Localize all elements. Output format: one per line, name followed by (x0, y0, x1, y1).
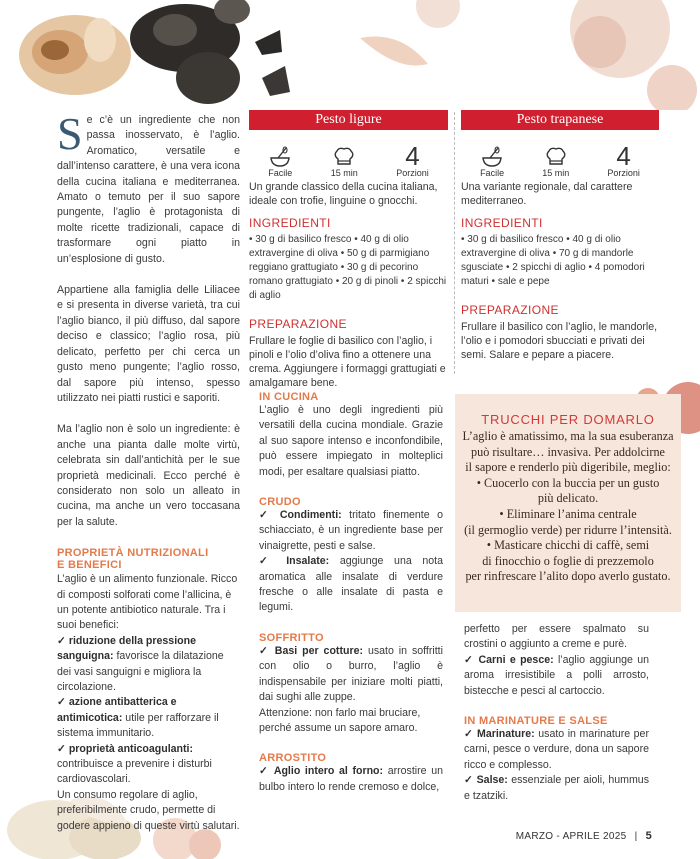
whisk-bowl-icon (480, 146, 504, 168)
fry-note: Attenzione: non farlo mai bruciare, perché assume un sapore amaro. (259, 706, 421, 734)
time-label: 15 min (330, 168, 358, 178)
difficulty-label: Facile (480, 168, 505, 178)
ingredients-list: • 30 g di basilico fresco • 40 g di olio extravergine di oliva • 50 g di parmigiano reggiano grattugiato • 30 g di pecorino romano grattugiato • 20 g di pinoli • 2 spicchi di aglio (249, 234, 447, 301)
page-footer (516, 830, 652, 842)
difficulty-label: Facile (268, 168, 293, 178)
tips-body: L’aglio è amatissimo, ma la sua esuberanza può risultare… invasiva. Per addolcirne il sapore e renderlo più digeribile, meglio: • Cuocerlo con la buccia per un gusto più delicato. • Eliminare l’anima centrale (il germoglio verde) per ridurre l’intensità. • Masticare chicchi di caffè, semi di finocchio o foglie di prezzemolo per rinfrescare l’alito dopo averlo gustato. (462, 429, 674, 584)
benefit-item: ✓ riduzione della pressione sanguigna: favorisce la dilatazione dei vasi sanguigni e migliora la circolazione. (57, 634, 224, 693)
recipe-intro: Un grande classico della cucina italiana, ideale con trofie, linguine o gnocchi. (249, 181, 438, 207)
kitchen-title: IN CUCINA (259, 391, 319, 403)
roast-cont-item: ✓ Carni e pesce: l’aglio aggiunge un aroma irresistibile a polli arrosto, bistecche e pesci al cartoccio. (464, 653, 649, 697)
tips-box (455, 394, 681, 612)
recipe-intro: Una variante regionale, dal carattere mediterraneo. (461, 181, 633, 207)
raw-item: ✓ Insalate: aggiunge una nota aromatica alle insalate di verdure fresche o alle insalate di pasta e legumi. (259, 555, 443, 614)
kitchen-intro: L’aglio è uno degli ingredienti più versatili della cucina mondiale. Grazie al suo sapore intenso e inconfondibile, può essere impiegato in molteplici modi, per esaltare qualsiasi piatto. (259, 404, 443, 478)
marinade-item: ✓ Marinature: usato in marinature per carni, pesce o verdure, dona un sapore ricco e complesso. (464, 728, 649, 771)
preparation-title: PREPARAZIONE (461, 303, 559, 317)
intro-paragraph-3: Ma l’aglio non è solo un ingrediente: è anche una pianta dalle molte virtù, celebrata sin dall’antichità per le sue proprietà medicinali. Ecco perché è considerato non solo un alleato in cucina, ma anche un vero toccasana per la salute. (57, 423, 240, 528)
page-number: 5 (645, 830, 652, 842)
portions-label: Porzioni (396, 168, 429, 178)
benefit-item: ✓ azione antibatterica e antimicotica: utile per rafforzare il sistema immunitario. (57, 696, 219, 740)
recipe-title: Pesto trapanese (461, 110, 659, 130)
ingredients-title: INGREDIENTI (249, 216, 331, 230)
recipe-divider (454, 112, 455, 374)
recipe-card-pesto-ligure (249, 110, 448, 390)
marinade-title: IN MARINATURE E SALSE (464, 715, 608, 728)
roast-cont-text: perfetto per essere spalmato su crostini o aggiunto a creme e purè. (464, 623, 649, 651)
intro-paragraph-1: S e c’è un ingrediente che non passa inosservato, è l’aglio. Aromatico, versatile e dall’intenso carattere, è una vera icona della cucina italiana e mediterranea. Amato o temuto per il suo sapore pungente, l’aglio è protagonista di molte ricette tradizionali, capace di trasformare ogni piatto in un’esplosione di gusto. (57, 108, 240, 265)
benefits-title: PROPRIETÀ NUTRIZIONALI E BENEFICI (57, 547, 209, 572)
preparation-text: Frullare le foglie di basilico con l’aglio, i pinoli e l’olio d’oliva fino a ottenere una crema. Aggiungere i formaggi grattugiati e amalgamare bene. (249, 335, 446, 389)
ingredients-title: INGREDIENTI (461, 216, 543, 230)
preparation-title: PREPARAZIONE (249, 317, 347, 331)
roast-continued (464, 622, 649, 804)
kitchen-article (259, 391, 443, 795)
garlic-photo-top (0, 0, 700, 110)
portions-label: Porzioni (607, 168, 640, 178)
recipe-card-pesto-trapanese (461, 110, 659, 362)
benefits-intro: L’aglio è un alimento funzionale. Ricco di composti solforati come l’allicina, è un potente antibiotico naturale. Tra i suoi benefici: (57, 573, 238, 632)
chef-hat-icon (544, 146, 568, 168)
footer-separator: | (634, 831, 638, 842)
recipe-meta (249, 138, 448, 178)
intro-paragraph-2: Appartiene alla famiglia delle Liliacee e si presenta in diverse varietà, tra cui l’aglio bianco, il più diffuso, dal sapore deciso e classico; l’aglio rosa, più delicato, perfetto per chi cerca un gusto meno pungente; l’aglio rosso, dal sapore più intenso, spesso utilizzato nei piatti rustici e saporiti. (57, 284, 240, 404)
roast-title: ARROSTITO (259, 752, 327, 765)
intro-article (57, 108, 240, 834)
tips-title: TRUCCHI PER DOMARLO (481, 412, 655, 427)
time-label: 15 min (542, 168, 570, 178)
recipe-meta (461, 138, 659, 178)
raw-title: CRUDO (259, 496, 301, 509)
ingredients-list: • 30 g di basilico fresco • 40 g di olio extravergine di oliva • 70 g di mandorle sgusciate • 2 spicchi di aglio • 4 pomodori maturi • sale e pepe (461, 234, 645, 287)
benefits-outro: Un consumo regolare di aglio, preferibilmente crudo, permette di godere appieno di queste virtù salutari. (57, 788, 240, 832)
roast-item: ✓ Aglio intero al forno: arrostire un bulbo intero lo rende cremoso e dolce, (259, 765, 443, 793)
recipe-title: Pesto ligure (249, 110, 448, 130)
whisk-bowl-icon (268, 146, 292, 168)
issue-date: MARZO - APRILE 2025 (515, 831, 627, 842)
fry-item: ✓ Basi per cotture: usato in soffritti con olio o burro, l’aglio è indispensabile per iniziare molti piatti, dai sughi alle zuppe. (259, 644, 443, 704)
portions-number: 4 (405, 141, 420, 171)
drop-cap: S (57, 108, 83, 159)
preparation-text: Frullare il basilico con l’aglio, le mandorle, l’olio e i pomodori sbucciati e privati dei semi. Salare e pepare a piacere. (461, 321, 658, 361)
marinade-item: ✓ Salse: essenziale per aioli, hummus e tzatziki. (464, 774, 649, 802)
raw-item: ✓ Condimenti: tritato finemente o schiacciato, è un ingrediente base per vinaigrette, pesti e salse. (259, 509, 444, 552)
fry-title: SOFFRITTO (259, 631, 324, 644)
chef-hat-icon (332, 146, 356, 168)
benefit-item: ✓ proprietà anticoagulanti: contribuisce a prevenire i disturbi cardiovascolari. (57, 742, 212, 786)
portions-number: 4 (616, 141, 631, 171)
